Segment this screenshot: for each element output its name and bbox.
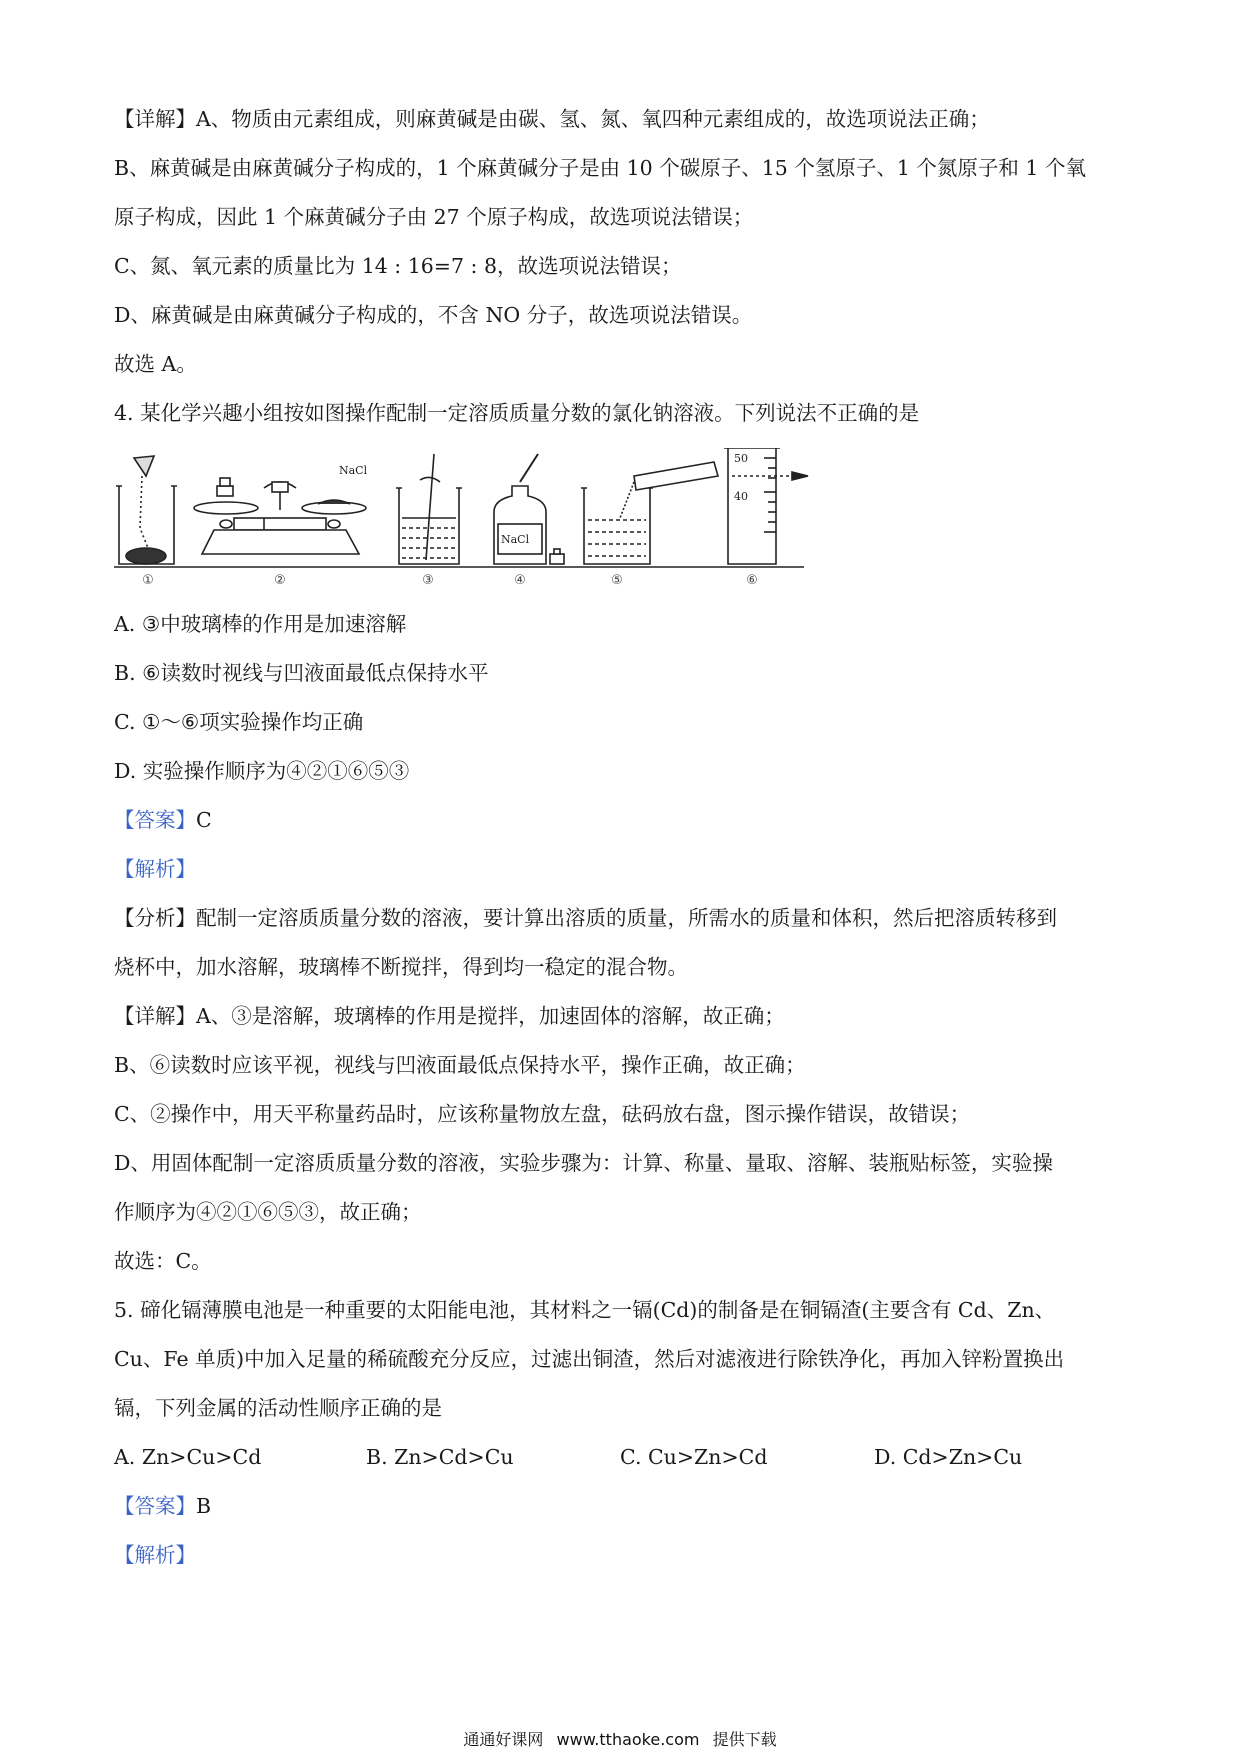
detail-tag: 【详解】 [114, 107, 196, 131]
q4-detail-a: 【详解】A、③是溶解，玻璃棒的作用是搅拌，加速固体的溶解，故正确； [114, 1004, 785, 1028]
page-footer [0, 1727, 1240, 1750]
beaker-5-icon [581, 462, 718, 564]
beaker-3-icon [396, 454, 462, 564]
q5-option-b: B. Zn>Cd>Cu [366, 1445, 514, 1469]
q3-choice: 故选 A。 [114, 352, 197, 376]
q3-detail-d: D、麻黄碱是由麻黄碱分子构成的，不含 NO 分子，故选项说法错误。 [114, 303, 753, 327]
balance-icon [194, 478, 366, 554]
figure-label-3: ③ [422, 573, 434, 588]
q4-detail-c: C、②操作中，用天平称量药品时，应该称量物放左盘，砝码放右盘，图示操作错误，故错误； [114, 1102, 971, 1126]
figure-label-1: ① [142, 573, 154, 588]
footer-url[interactable]: www.tthaoke.com [556, 1730, 700, 1749]
nacl-bottle-icon [494, 454, 564, 564]
q4-option-a: A. ③中玻璃棒的作用是加速溶解 [114, 612, 407, 636]
q4-stem: 4. 某化学兴趣小组按如图操作配制一定溶质质量分数的氯化钠溶液。下列说法不正确的是 [114, 401, 920, 425]
q4-choice: 故选：C。 [114, 1249, 212, 1273]
q5-answer: 【答案】B [114, 1494, 212, 1518]
q4-fenxi-2: 烧杯中，加水溶解，玻璃棒不断搅拌，得到均一稳定的混合物。 [114, 955, 688, 979]
cylinder-50-label: 50 [734, 452, 748, 465]
nacl-bottle-label: NaCl [501, 533, 530, 546]
footer-site: 通通好课网 [463, 1730, 544, 1749]
q5-stem-3: 镉，下列金属的活动性顺序正确的是 [114, 1396, 442, 1420]
figure-label-4: ④ [514, 573, 526, 588]
q3-detail-b2: 原子构成，因此 1 个麻黄碱分子由 27 个原子构成，故选项说法错误； [114, 205, 754, 229]
figure-label-5: ⑤ [611, 573, 623, 588]
q5-option-c: C. Cu>Zn>Cd [620, 1445, 768, 1469]
q3-detail-b1: B、麻黄碱是由麻黄碱分子构成的，1 个麻黄碱分子是由 10 个碳原子、15 个氢原子、1 个氮原子和 1 个氧 [114, 156, 1086, 180]
q3-detail-a: 【详解】A、物质由元素组成，则麻黄碱是由碳、氢、氮、氧四种元素组成的，故选项说法正确； [114, 107, 990, 131]
q5-option-a: A. Zn>Cu>Cd [114, 1445, 262, 1469]
q5-stem-2: Cu、Fe 单质)中加入足量的稀硫酸充分反应，过滤出铜渣，然后对滤液进行除铁净化，再加入锌粉置换出 [114, 1347, 1065, 1371]
q4-fenxi-1: 【分析】配制一定溶质质量分数的溶液，要计算出溶质的质量，所需水的质量和体积，然后把溶质转移到 [114, 906, 1057, 930]
q5-stem-1: 5. 碲化镉薄膜电池是一种重要的太阳能电池，其材料之一镉(Cd)的制备是在铜镉渣(主要含有 Cd、Zn、 [114, 1298, 1056, 1322]
experiment-figure [114, 448, 914, 588]
graduated-cylinder-icon [724, 448, 808, 564]
figure-label-2: ② [274, 573, 286, 588]
q4-option-c: C. ①～⑥项实验操作均正确 [114, 710, 364, 734]
beaker-1-icon [116, 456, 177, 564]
q4-analysis-tag: 【解析】 [114, 857, 196, 881]
q4-detail-d2: 作顺序为④②①⑥⑤③，故正确； [114, 1200, 422, 1224]
q4-detail-d1: D、用固体配制一定溶质质量分数的溶液，实验步骤为：计算、称量、量取、溶解、装瓶贴标签，实验操 [114, 1151, 1053, 1175]
nacl-label: NaCl [339, 464, 368, 477]
q5-analysis-tag: 【解析】 [114, 1543, 196, 1567]
q4-answer: 【答案】C [114, 808, 212, 832]
q4-option-b: B. ⑥读数时视线与凹液面最低点保持水平 [114, 661, 489, 685]
q3-detail-c: C、氮、氧元素的质量比为 14 : 16=7 : 8，故选项说法错误； [114, 254, 682, 278]
answer-tag: 【答案】 [114, 808, 196, 832]
cylinder-40-label: 40 [734, 490, 748, 503]
answer-tag: 【答案】 [114, 1494, 196, 1518]
figure-label-6: ⑥ [746, 573, 758, 588]
footer-suffix: 提供下载 [712, 1730, 777, 1749]
q4-option-d: D. 实验操作顺序为④②①⑥⑤③ [114, 759, 410, 783]
q5-option-d: D. Cd>Zn>Cu [874, 1445, 1023, 1469]
q4-detail-b: B、⑥读数时应该平视，视线与凹液面最低点保持水平，操作正确，故正确； [114, 1053, 806, 1077]
